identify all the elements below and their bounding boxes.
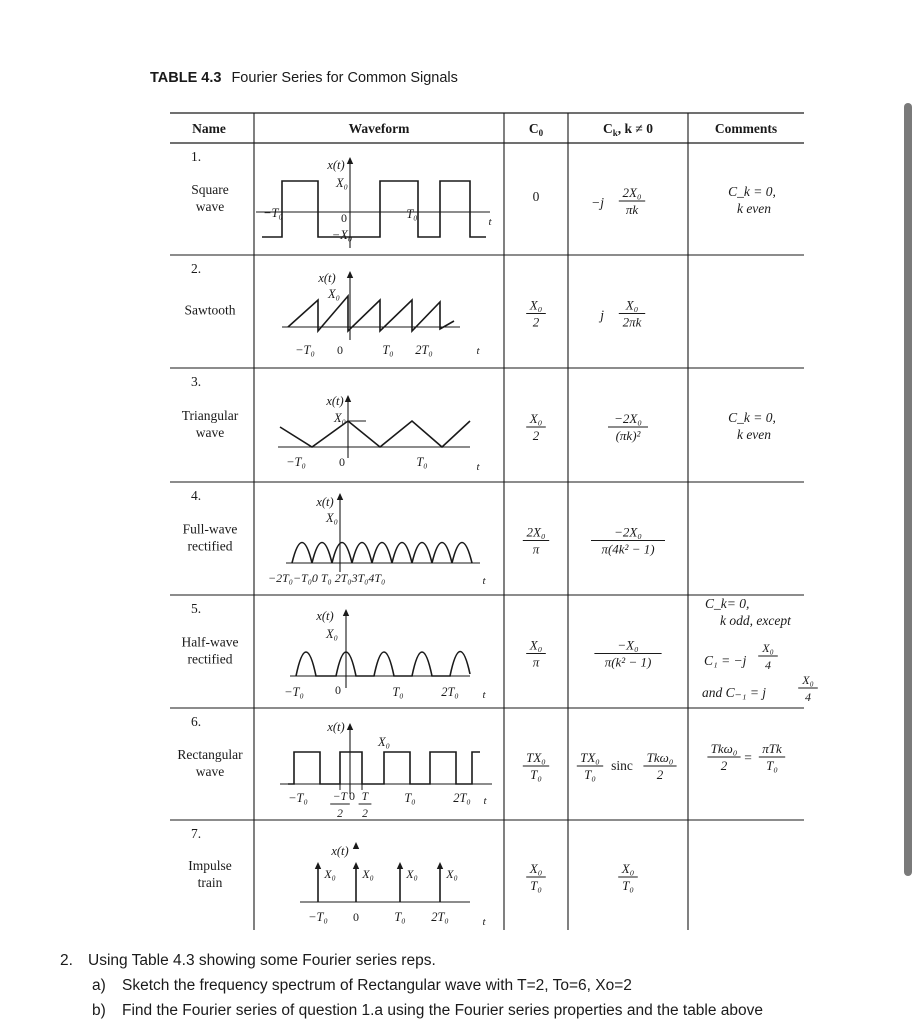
ck-fraction bbox=[594, 638, 661, 670]
fraction-denominator: 4 bbox=[765, 658, 771, 672]
fraction-denominator: T₀ bbox=[530, 767, 542, 782]
comment-fraction bbox=[758, 641, 778, 672]
fraction-denominator: 2 bbox=[532, 314, 540, 330]
label-text: X₀ bbox=[328, 287, 340, 301]
fraction-denominator: πk bbox=[625, 202, 639, 217]
c0-fraction bbox=[526, 638, 546, 670]
c0-value: 0 bbox=[532, 189, 540, 204]
ck-fraction bbox=[619, 298, 645, 330]
label-text: 2T₀ bbox=[453, 791, 471, 805]
fraction-numerator: 2X₀ bbox=[526, 524, 546, 540]
row-number: 5. bbox=[191, 601, 202, 616]
part-a-text: Sketch the frequency spectrum of Rectangular wave with T=2, To=6, Xo=2 bbox=[122, 977, 632, 994]
fraction-numerator: −2X₀ bbox=[614, 524, 642, 540]
label-text: 0 bbox=[339, 455, 345, 469]
row-number: 1. bbox=[191, 149, 202, 164]
signal-name: wave bbox=[195, 764, 225, 779]
question-part-a bbox=[60, 973, 910, 998]
fraction-denominator: T₀ bbox=[622, 878, 634, 893]
fraction-denominator: π(k² − 1) bbox=[604, 654, 652, 670]
rectangular-waveform bbox=[288, 752, 480, 784]
impulse-train-plot bbox=[300, 842, 486, 928]
label-text: T₀ bbox=[392, 685, 404, 699]
header-name: Name bbox=[192, 121, 226, 136]
label-text: −T₀ bbox=[284, 685, 304, 699]
c0-fraction bbox=[526, 298, 546, 330]
signal-name: wave bbox=[195, 199, 225, 214]
label-text: X₀ bbox=[326, 627, 338, 641]
c0-fraction bbox=[523, 525, 549, 557]
label-text: T₀ bbox=[382, 343, 394, 357]
axis-arrow-icon bbox=[347, 723, 353, 730]
row-number: 7. bbox=[191, 826, 202, 841]
triangular-waveform bbox=[280, 421, 470, 447]
row-number: 3. bbox=[191, 374, 202, 389]
label-text: X₀ bbox=[362, 867, 374, 881]
signal-name: Half-wave bbox=[181, 634, 239, 650]
question-part-b bbox=[60, 998, 910, 1023]
header-waveform: Waveform bbox=[348, 121, 410, 136]
label-text: −T₀ bbox=[295, 343, 315, 357]
ck-fraction bbox=[591, 525, 665, 557]
table-number: TABLE 4.3 bbox=[150, 70, 222, 86]
label-text: −X₀ bbox=[331, 228, 353, 242]
label-text: −2T₀−T₀0 T₀ 2T₀3T₀4T₀ bbox=[268, 571, 386, 585]
fraction-denominator: 2 bbox=[720, 758, 728, 773]
half-wave-waveform bbox=[296, 651, 470, 676]
c0-fraction bbox=[523, 750, 549, 782]
fraction-denominator: 2 bbox=[656, 767, 664, 782]
comment-line: k odd, except bbox=[720, 613, 791, 628]
label-text: 2T₀ bbox=[441, 685, 459, 699]
label-text: −T₀ bbox=[263, 206, 283, 220]
label-text: x(t) bbox=[327, 720, 345, 734]
row-number: 6. bbox=[191, 714, 202, 729]
label-text: X₀ bbox=[446, 867, 458, 881]
square-wave-plot bbox=[256, 157, 492, 248]
fraction-denominator: π bbox=[532, 654, 540, 670]
label-text: x(t) bbox=[318, 271, 336, 285]
comment-line: k even bbox=[736, 427, 772, 442]
axis-arrow-icon bbox=[347, 271, 353, 278]
fraction-denominator: 4 bbox=[805, 690, 811, 704]
impulse-arrow-icon bbox=[437, 862, 443, 869]
label-text: x(t) bbox=[326, 394, 344, 408]
fraction-numerator: X₀ bbox=[762, 641, 774, 655]
half-period bbox=[359, 791, 372, 820]
half-wave-plot bbox=[284, 609, 486, 701]
fraction-numerator: 2X₀ bbox=[622, 185, 642, 200]
fraction-denominator: T₀ bbox=[530, 878, 542, 893]
minus-half-period bbox=[330, 791, 350, 820]
question-2-stem bbox=[60, 948, 910, 973]
fraction-denominator: 2 bbox=[362, 808, 368, 820]
signal-name: Full-wave bbox=[182, 521, 238, 537]
fraction-numerator: πTk bbox=[762, 741, 782, 756]
impulse-arrow-icon bbox=[397, 862, 403, 869]
header-ck: $C_k$, k ≠ 0 bbox=[603, 121, 653, 138]
comment-line: and C₋₁ = j bbox=[702, 685, 767, 700]
signal-name: wave bbox=[195, 425, 225, 440]
label-text: 0 bbox=[353, 910, 359, 924]
label-text: x(t) bbox=[331, 844, 349, 858]
comment-line: C_k = 0, bbox=[728, 184, 776, 199]
label-text: t bbox=[488, 216, 492, 228]
sawtooth-waveform bbox=[288, 296, 454, 331]
label-text: x(t) bbox=[327, 158, 345, 172]
triangular-plot bbox=[278, 394, 480, 473]
fraction-numerator: X₀ bbox=[802, 673, 814, 687]
comment-fraction bbox=[798, 673, 818, 704]
label-text: X₀ bbox=[406, 867, 418, 881]
fraction-numerator: −2X₀ bbox=[614, 411, 642, 426]
comment-line: C_k = 0, bbox=[728, 410, 776, 425]
label-text: X₀ bbox=[336, 176, 348, 190]
label-text: 0 bbox=[349, 789, 355, 803]
header-c0: $C_0$ bbox=[528, 121, 544, 138]
axis-arrow-icon bbox=[353, 842, 359, 849]
label-text: t bbox=[476, 461, 480, 473]
full-wave-plot bbox=[268, 493, 486, 587]
label-text: 0 bbox=[337, 343, 343, 357]
comment-line: k even bbox=[736, 201, 772, 216]
label-text: t bbox=[483, 795, 487, 807]
signal-name: Square bbox=[191, 182, 229, 197]
label-text: t bbox=[482, 575, 486, 587]
header-comments: Comments bbox=[714, 121, 778, 136]
label-text: X₀ bbox=[326, 511, 338, 525]
label-text: 0 bbox=[335, 683, 341, 697]
fraction-numerator: X₀ bbox=[529, 297, 543, 313]
fraction-denominator: (πk)² bbox=[615, 428, 641, 443]
fraction-denominator: T₀ bbox=[766, 758, 778, 773]
signal-name: rectified bbox=[187, 538, 233, 554]
fraction-numerator: Tkω₀ bbox=[646, 750, 674, 765]
axis-arrow-icon bbox=[345, 395, 351, 402]
signal-name: Sawtooth bbox=[184, 302, 236, 318]
fraction-denominator: π(4k² − 1) bbox=[601, 541, 655, 557]
comment-line: C₁ = −j bbox=[704, 653, 747, 668]
axis-arrow-icon bbox=[337, 493, 343, 500]
fraction-numerator: X₀ bbox=[625, 297, 639, 313]
scrollbar-thumb[interactable] bbox=[904, 103, 912, 876]
part-b-label: b) bbox=[92, 1002, 106, 1019]
fraction-numerator: TX₀ bbox=[580, 750, 600, 765]
fraction-numerator: TX₀ bbox=[526, 750, 546, 765]
sinc-argument bbox=[643, 750, 676, 782]
comment-fraction bbox=[759, 741, 785, 773]
label-text: −T₀ bbox=[308, 910, 328, 924]
impulse-arrow-icon bbox=[315, 862, 321, 869]
axis-arrow-icon bbox=[347, 157, 353, 164]
question-number: 2. bbox=[60, 952, 73, 969]
sawtooth-plot bbox=[282, 271, 480, 357]
row-number: 2. bbox=[191, 261, 202, 276]
comment-equals: = bbox=[744, 750, 752, 765]
row-number: 4. bbox=[191, 488, 202, 503]
c0-fraction bbox=[526, 411, 546, 443]
label-text: X₀ bbox=[324, 867, 336, 881]
signal-name: Rectangular bbox=[177, 747, 243, 762]
impulse-arrow-icon bbox=[353, 862, 359, 869]
label-text: T₀ bbox=[404, 791, 416, 805]
axis-arrow-icon bbox=[343, 609, 349, 616]
signal-name: Triangular bbox=[181, 408, 239, 423]
label-text: t bbox=[482, 916, 486, 928]
label-text: 2T₀ bbox=[415, 343, 433, 357]
fraction-denominator: 2 bbox=[337, 808, 343, 820]
fraction-numerator: X₀ bbox=[529, 411, 543, 426]
fraction-numerator: X₀ bbox=[529, 637, 543, 653]
label-text: T₀ bbox=[394, 910, 406, 924]
ck-fraction bbox=[619, 185, 645, 217]
ck-fraction bbox=[608, 411, 648, 443]
fraction-denominator: 2πk bbox=[622, 314, 642, 330]
label-text: 0 bbox=[341, 211, 347, 225]
label-text: X₀ bbox=[334, 411, 346, 425]
label-text: x(t) bbox=[316, 495, 334, 509]
c0-fraction bbox=[526, 861, 546, 893]
label-text: T₀ bbox=[416, 455, 428, 469]
fraction-numerator: X₀ bbox=[529, 861, 543, 876]
signal-name: Impulse bbox=[188, 858, 232, 873]
fraction-numerator: −T bbox=[332, 791, 348, 803]
label-text: 2T₀ bbox=[431, 910, 449, 924]
full-wave-waveform bbox=[292, 543, 472, 564]
ck-fraction bbox=[577, 750, 603, 782]
label-text: −T₀ bbox=[288, 791, 308, 805]
ck-prefix: −j bbox=[591, 195, 604, 210]
fraction-denominator: π bbox=[532, 541, 540, 557]
label-text: X₀ bbox=[378, 735, 390, 749]
label-text: t bbox=[476, 345, 480, 357]
fraction-numerator: Tkω₀ bbox=[710, 741, 738, 756]
rectangular-plot bbox=[280, 720, 492, 807]
part-a-label: a) bbox=[92, 977, 106, 994]
ck-fraction bbox=[618, 861, 638, 893]
part-b-text: Find the Fourier series of question 1.a using the Fourier series properties and the table above bbox=[122, 1002, 764, 1019]
ck-prefix: j bbox=[600, 307, 604, 323]
sinc-word: sinc bbox=[611, 758, 633, 773]
square-waveform bbox=[262, 181, 486, 237]
question-2 bbox=[60, 948, 910, 1023]
label-text: x(t) bbox=[316, 609, 334, 623]
table-title: Fourier Series for Common Signals bbox=[231, 70, 458, 86]
comment-fraction bbox=[707, 741, 740, 773]
signal-name: train bbox=[197, 875, 223, 890]
fraction-numerator: −X₀ bbox=[617, 637, 639, 653]
label-text: −T₀ bbox=[286, 455, 306, 469]
fraction-numerator: X₀ bbox=[621, 861, 635, 876]
question-text: Using Table 4.3 showing some Fourier series reps. bbox=[88, 952, 436, 969]
fraction-numerator: T bbox=[361, 791, 369, 803]
comment-line: C_k= 0, bbox=[705, 596, 750, 611]
label-text: t bbox=[482, 689, 486, 701]
label-text: T₀ bbox=[406, 207, 418, 221]
fraction-denominator: T₀ bbox=[584, 767, 596, 782]
signal-name: rectified bbox=[187, 651, 233, 667]
fraction-denominator: 2 bbox=[532, 428, 540, 443]
